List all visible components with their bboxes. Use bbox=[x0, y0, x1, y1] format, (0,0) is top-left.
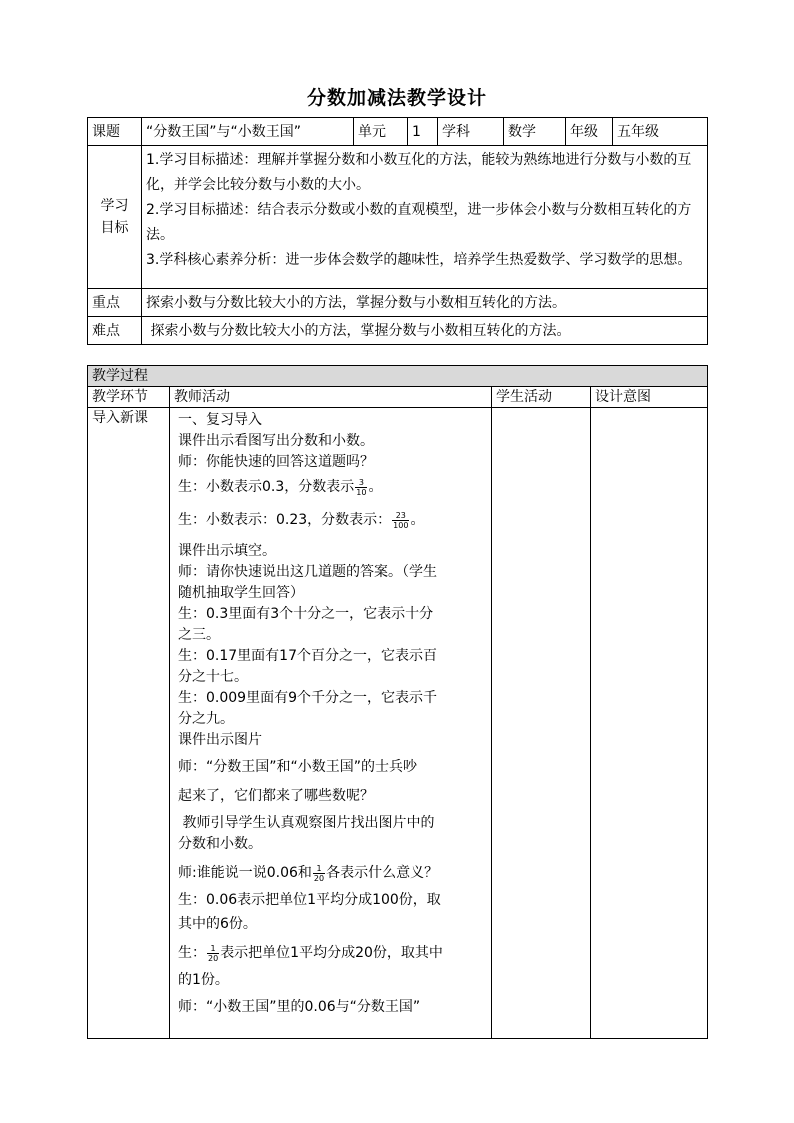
design-intent bbox=[591, 408, 708, 1039]
activity-line: 随机抽取学生回答） bbox=[178, 585, 304, 601]
col-student: 学生活动 bbox=[492, 387, 591, 408]
info-row-goals bbox=[88, 146, 708, 289]
goals-label-line2: 目标 bbox=[100, 220, 129, 236]
difficult-value: 探索小数与分数比较大小的方法，掌握分数与小数相互转化的方法。 bbox=[142, 317, 708, 345]
activity-line: 师：“小数王国”里的0.06与“分数王国” bbox=[178, 999, 421, 1015]
goal-item: 2.学习目标描述：结合表示分数或小数的直观模型，进一步体会小数与分数相互转化的方法。 bbox=[146, 202, 692, 243]
fraction bbox=[207, 944, 219, 963]
activity-line: 分数和小数。 bbox=[178, 836, 262, 852]
activity-line: 生：0.3里面有3个十分之一，它表示十分 bbox=[178, 606, 434, 622]
activity-line bbox=[178, 863, 483, 884]
info-row-topic bbox=[88, 118, 708, 146]
fraction-numerator: 3 bbox=[355, 478, 367, 488]
activity-line: 课件出示看图写出分数和小数。 bbox=[178, 433, 374, 449]
activity-line: 师：你能快速的回答这道题吗？ bbox=[178, 454, 374, 470]
lesson-info-table bbox=[87, 117, 708, 345]
grade-label: 年级 bbox=[566, 118, 613, 146]
col-stage: 教学环节 bbox=[88, 387, 170, 408]
col-intent: 设计意图 bbox=[591, 387, 708, 408]
activity-line: 分之十七。 bbox=[178, 669, 248, 685]
activity-line bbox=[178, 943, 483, 964]
activity-line: 课件出示填空。 bbox=[178, 543, 276, 559]
info-row-difficult bbox=[88, 317, 708, 345]
activity-line: 分之九。 bbox=[178, 711, 234, 727]
activity-text: 。 bbox=[410, 512, 425, 528]
fraction bbox=[313, 864, 325, 883]
fraction bbox=[355, 478, 367, 497]
activity-text: 。 bbox=[368, 479, 383, 495]
topic-label: 课题 bbox=[88, 118, 142, 146]
fraction-numerator: 23 bbox=[392, 511, 409, 521]
fraction-numerator: 1 bbox=[313, 864, 325, 874]
activity-line: 教师引导学生认真观察图片找出图片中的 bbox=[178, 815, 435, 831]
goals-content bbox=[142, 146, 708, 289]
fraction-denominator: 20 bbox=[313, 873, 325, 883]
activity-line bbox=[178, 510, 483, 531]
teacher-activity bbox=[170, 408, 492, 1039]
activity-line: 的1份。 bbox=[178, 972, 229, 988]
activity-line: 一、复习导入 bbox=[178, 412, 262, 428]
difficult-label: 难点 bbox=[88, 317, 142, 345]
goal-item: 1.学习目标描述：理解并掌握分数和小数互化的方法，能较为熟练地进行分数与小数的互化，并学会比较分数与小数的大小。 bbox=[146, 152, 692, 193]
info-row-key bbox=[88, 289, 708, 317]
activity-line: 生：0.06表示把单位1平均分成100份，取 bbox=[178, 892, 441, 908]
process-header-row bbox=[88, 366, 708, 387]
key-label: 重点 bbox=[88, 289, 142, 317]
goals-label bbox=[88, 146, 142, 289]
student-activity bbox=[492, 408, 591, 1039]
activity-line: 生：0.17里面有17个百分之一，它表示百 bbox=[178, 648, 437, 664]
document-title: 分数加减法教学设计 bbox=[306, 87, 487, 109]
stage-intro: 导入新课 bbox=[88, 408, 170, 1039]
process-columns-row bbox=[88, 387, 708, 408]
col-teacher: 教师活动 bbox=[170, 387, 492, 408]
activity-line: 师：请你快速说出这几道题的答案。（学生 bbox=[178, 564, 437, 580]
subject-value: 数学 bbox=[504, 118, 566, 146]
activity-line bbox=[178, 477, 483, 498]
activity-text: 生： bbox=[178, 945, 206, 961]
activity-line: 其中的6份。 bbox=[178, 916, 257, 932]
activity-line: 生：0.009里面有9个千分之一，它表示千 bbox=[178, 690, 437, 706]
goal-item: 3.学科核心素养分析：进一步体会数学的趣味性，培养学生热爱数学、学习数学的思想。 bbox=[146, 252, 692, 268]
activity-text: 各表示什么意义？ bbox=[326, 865, 439, 881]
goals-label-line1: 学习 bbox=[100, 198, 129, 214]
activity-text: 师:谁能说一说0.06和 bbox=[178, 865, 312, 881]
fraction-denominator: 10 bbox=[356, 487, 367, 497]
topic-value: “分数王国”与“小数王国” bbox=[142, 118, 354, 146]
fraction-denominator: 100 bbox=[393, 520, 409, 530]
activity-text: 生：小数表示：0.23，分数表示： bbox=[178, 512, 392, 528]
process-row-intro bbox=[88, 408, 708, 1039]
process-header: 教学过程 bbox=[88, 366, 708, 387]
activity-text: 生：小数表示0.3，分数表示 bbox=[178, 479, 355, 495]
key-value: 探索小数与分数比较大小的方法，掌握分数与小数相互转化的方法。 bbox=[142, 289, 708, 317]
activity-line: 师：“分数王国”和“小数王国”的士兵吵 bbox=[178, 759, 418, 775]
activity-line: 课件出示图片 bbox=[178, 732, 262, 748]
subject-label: 学科 bbox=[438, 118, 504, 146]
fraction bbox=[392, 511, 409, 530]
activity-text: 表示把单位1平均分成20份，取其中 bbox=[220, 945, 443, 961]
fraction-denominator: 20 bbox=[208, 953, 219, 963]
activity-line: 起来了，它们都来了哪些数呢？ bbox=[178, 788, 374, 804]
unit-label: 单元 bbox=[354, 118, 408, 146]
grade-value: 五年级 bbox=[613, 118, 708, 146]
teaching-process-table bbox=[87, 365, 708, 1039]
activity-line: 之三。 bbox=[178, 627, 220, 643]
unit-value: 1 bbox=[408, 118, 438, 146]
fraction-numerator: 1 bbox=[207, 944, 219, 954]
